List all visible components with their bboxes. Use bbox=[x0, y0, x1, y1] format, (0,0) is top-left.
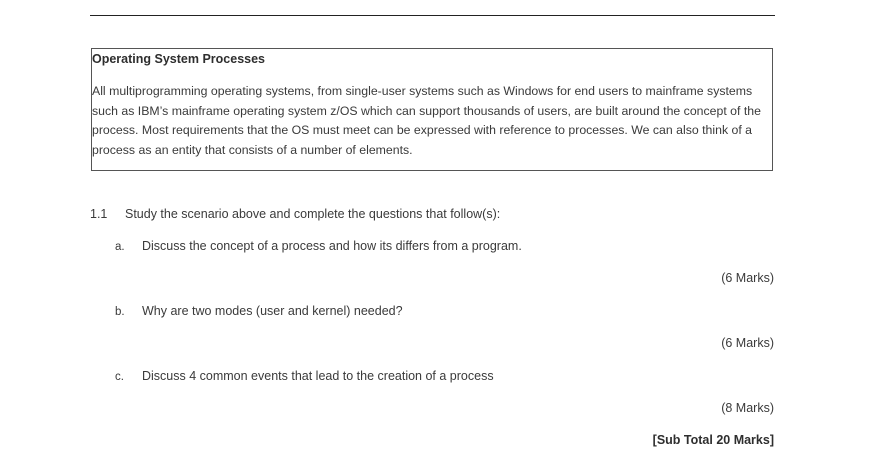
marks-b: (6 Marks) bbox=[721, 336, 774, 350]
question-number: 1.1 bbox=[90, 207, 108, 221]
subtotal-marks: [Sub Total 20 Marks] bbox=[652, 433, 774, 447]
top-divider bbox=[90, 15, 775, 16]
marks-c: (8 Marks) bbox=[721, 401, 774, 415]
marks-a: (6 Marks) bbox=[721, 271, 774, 285]
question-item-c bbox=[115, 368, 494, 385]
item-text: Discuss 4 common events that lead to the creation of a process bbox=[142, 369, 494, 383]
item-letter: b. bbox=[115, 306, 125, 318]
question-heading bbox=[90, 206, 500, 222]
item-text: Discuss the concept of a process and how its differs from a program. bbox=[142, 239, 522, 253]
scenario-box bbox=[91, 48, 773, 171]
scenario-body: All multiprogramming operating systems, from single-user systems such as Windows for end users to mainframe systems such as IBM’s mainframe operating system z/OS which can support thousands of users, are built around the concept of the process. Most requirements that the OS must meet can be expressed with reference to processes. We can also think of a process as an entity that consists of a number of elements. bbox=[92, 84, 761, 157]
item-letter: c. bbox=[115, 371, 124, 383]
question-item-a bbox=[115, 238, 522, 255]
scenario-title: Operating System Processes bbox=[92, 52, 265, 66]
item-letter: a. bbox=[115, 241, 125, 253]
item-text: Why are two modes (user and kernel) needed? bbox=[142, 304, 403, 318]
question-item-b bbox=[115, 303, 403, 320]
question-text: Study the scenario above and complete the questions that follow(s): bbox=[125, 207, 501, 221]
